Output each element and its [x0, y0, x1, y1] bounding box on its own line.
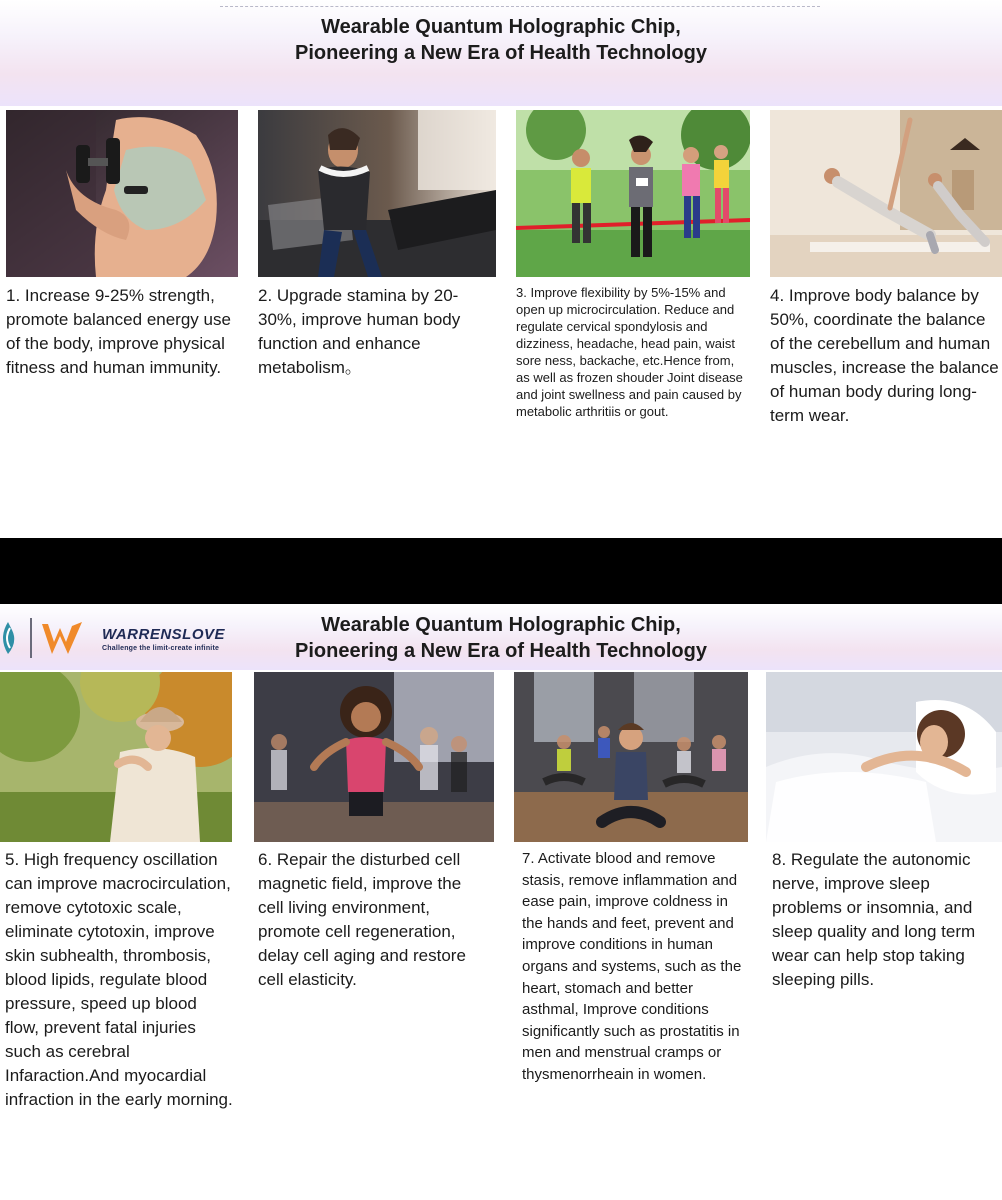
brand-slogan: Challenge the limit-create infinite — [102, 645, 220, 652]
panel-divider-bar — [0, 538, 1002, 604]
feature-caption-4: 4. Improve body balance by 50%, coordinate the balance of the cerebellum and human muscles, increase the balance of human body during long-term wear. — [770, 286, 999, 425]
photo-marathon-finish — [516, 110, 750, 277]
photo-woman-sleeping — [766, 672, 1002, 842]
feature-caption-1: 1. Increase 9-25% strength, promote balanced energy use of the body, improve physical fitness and human immunity. — [6, 286, 231, 377]
feature-caption-7: 7. Activate blood and remove stasis, remove inflammation and ease pain, improve coldness in the hands and feet, prevent and improve conditions in human organs and systems, such as the heart, stomach and better asthmal, Improve conditions significantly such as prostatitis in men and menstrual cramps or thysmenorrheain in women. — [522, 850, 742, 1083]
photo-autumn-walk — [0, 672, 232, 842]
title-line-1: Wearable Quantum Holographic Chip, — [321, 16, 681, 38]
feature-caption-3: 3. Improve flexibility by 5%-15% and open up microcirculation. Reduce and regulate cervical spondylosis and dizziness, headache, head pain, waist sore ness, backache, etc.Hence from, as well as frozen shouder Joint disease and joint swellness and pain caused by metabolic arthritiis or gout. — [516, 285, 743, 419]
photo-fitness-dance-class — [254, 672, 494, 842]
title-line-1: Wearable Quantum Holographic Chip, — [321, 614, 681, 636]
bottom-panel — [0, 604, 1002, 1200]
photo-dumbbell-workout — [6, 110, 238, 277]
feature-caption-8: 8. Regulate the autonomic nerve, improve sleep problems or insomnia, and sleep quality and long term wear can help stop taking sleeping pills. — [772, 850, 976, 989]
photo-group-yoga — [514, 672, 748, 842]
title-line-2: Pioneering a New Era of Health Technology — [295, 640, 707, 662]
top-panel — [0, 0, 1002, 538]
dashed-divider — [220, 6, 820, 7]
bottom-banner — [0, 604, 1002, 670]
brand-name: WARRENSLOVE — [102, 626, 226, 643]
photo-yoga-balance — [770, 110, 1002, 277]
page-title — [0, 14, 1002, 66]
feature-caption-5: 5. High frequency oscillation can improve macrocirculation, remove cytotoxic scale, eliminate cytotoxin, improve skin subhealth, thrombosis, blood lipids, regulate blood pressure, speed up blood flow, prevent fatal injuries such as cerebral Infaraction.And myocardial infraction in the early morning. — [5, 850, 233, 1109]
photo-treadmill-gym — [258, 110, 496, 277]
top-banner — [0, 0, 1002, 106]
feature-caption-2: 2. Upgrade stamina by 20-30%, improve human body function and enhance metabolism。 — [258, 286, 461, 377]
page-title-repeat — [0, 612, 1002, 664]
title-line-2: Pioneering a New Era of Health Technology — [295, 42, 707, 64]
feature-caption-6: 6. Repair the disturbed cell magnetic field, improve the cell living environment, promote cell regeneration, delay cell aging and restore cell elasticity. — [258, 850, 466, 989]
